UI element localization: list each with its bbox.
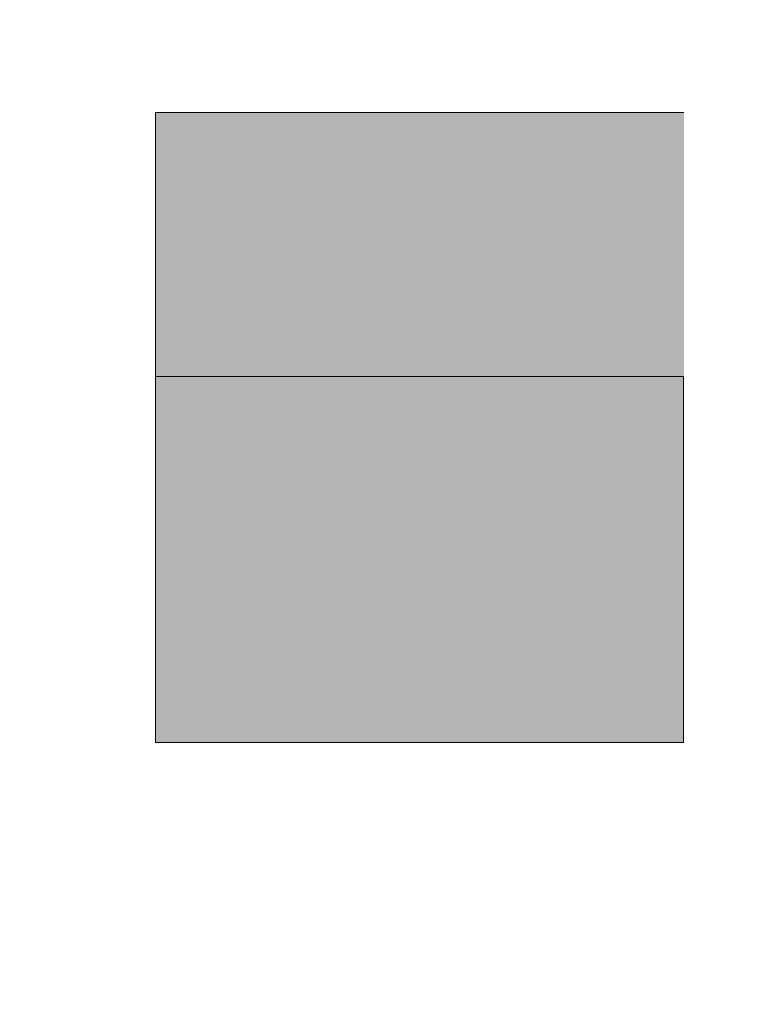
top-block — [155, 112, 684, 377]
bottom-block — [155, 376, 684, 743]
